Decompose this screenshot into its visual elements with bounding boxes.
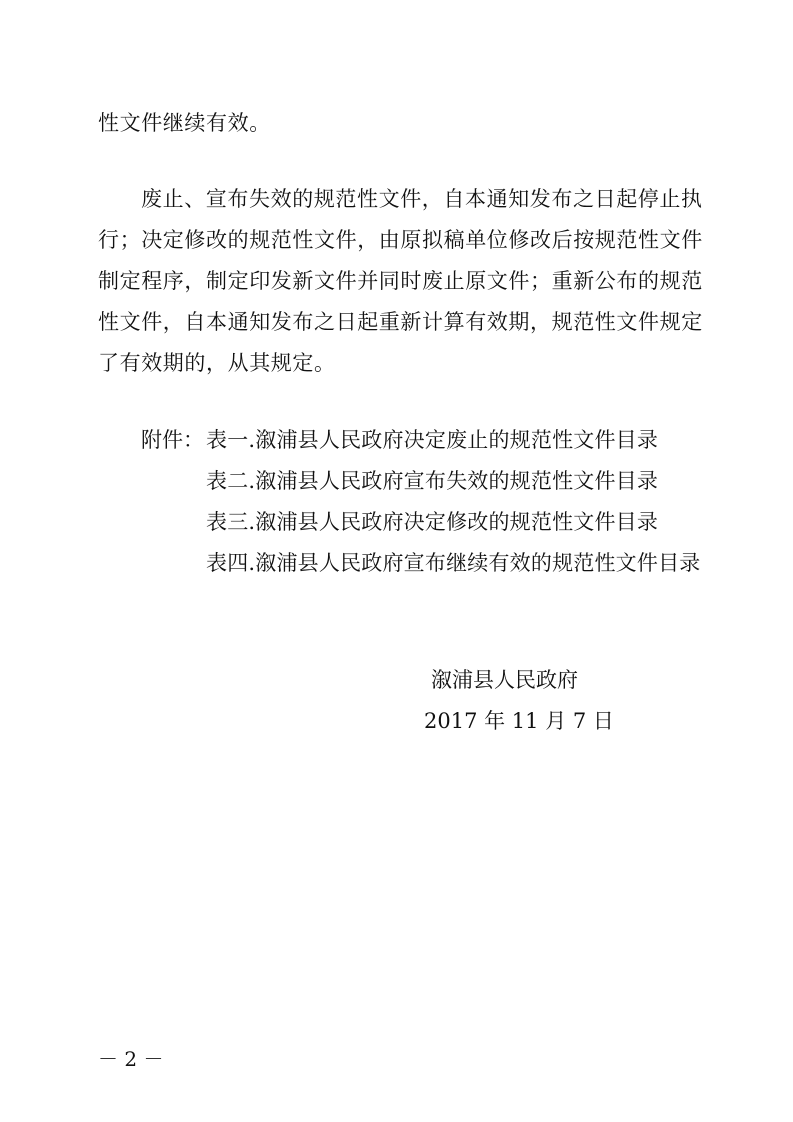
page-number: － 2 － [98, 1047, 164, 1071]
signature-organization: 溆浦县人民政府 [431, 668, 578, 692]
body-paragraph-line-3: 制定程序，制定印发新文件并同时废止原文件；重新公布的规范 [98, 269, 703, 293]
body-paragraph-line-5: 了有效期的，从其规定。 [98, 351, 336, 375]
attachments-label: 附件： [141, 428, 204, 452]
body-continuation-line: 性文件继续有效。 [98, 111, 271, 135]
signature-date: 2017 年 11 月 7 日 [424, 709, 614, 733]
attachment-item-3: 表三.溆浦县人民政府决定修改的规范性文件目录 [206, 510, 659, 534]
body-paragraph-line-1: 废止、宣布失效的规范性文件，自本通知发布之日起停止执 [141, 187, 703, 211]
body-paragraph-line-2: 行；决定修改的规范性文件，由原拟稿单位修改后按规范性文件 [98, 228, 703, 252]
attachment-item-1: 表一.溆浦县人民政府决定废止的规范性文件目录 [206, 428, 659, 452]
body-paragraph-line-4: 性文件，自本通知发布之日起重新计算有效期，规范性文件规定 [98, 310, 703, 334]
attachment-item-2: 表二.溆浦县人民政府宣布失效的规范性文件目录 [206, 469, 659, 493]
attachment-item-4: 表四.溆浦县人民政府宣布继续有效的规范性文件目录 [206, 551, 701, 575]
